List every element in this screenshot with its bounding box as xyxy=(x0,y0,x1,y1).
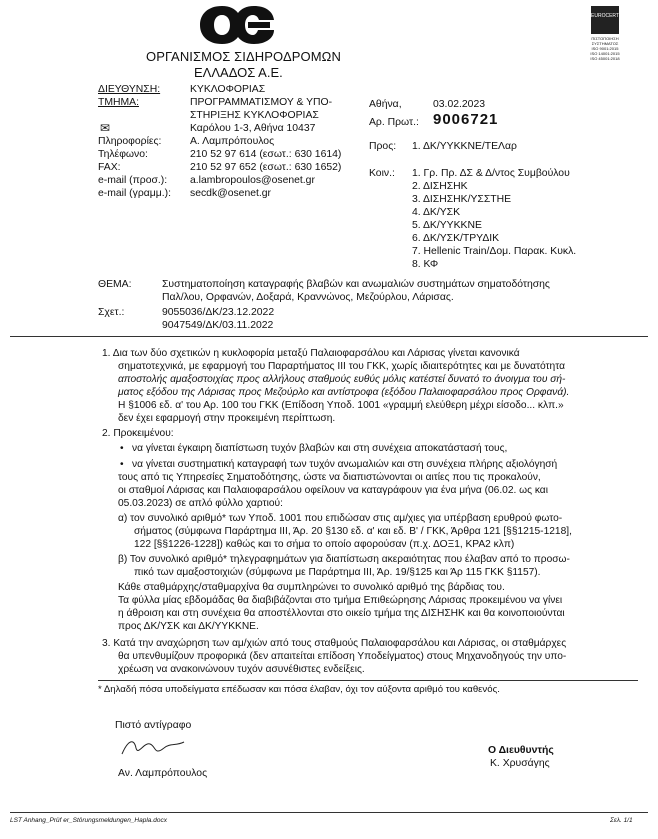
cc-item: 1. Γρ. Πρ. ΔΣ & Δ/ντος Συμβούλου xyxy=(412,168,570,179)
department-value-cont: ΣΤΗΡΙΞΗΣ ΚΥΚΛΟΦΟΡΙΑΣ xyxy=(190,110,319,121)
references-label: Σχετ.: xyxy=(98,307,125,318)
direction-value: ΚΥΚΛΟΦΟΡΙΑΣ xyxy=(190,84,266,95)
cert-line: ISO 45001:2018 xyxy=(590,56,620,61)
reference-item: 9055036/ΔΚ/23.12.2022 xyxy=(162,307,275,318)
certified-copy-label: Πιστό αντίγραφο xyxy=(115,720,192,731)
body-line: Κάθε σταθμάρχης/σταθμαρχίνα θα συμπληρώνει το συνολικό αριθμό της βάρδιας του. xyxy=(118,582,505,593)
body-line: σήματος (σύμφωνα Παράρτημα ΙΙΙ, Άρ. 20 §130 εδ. α' και εδ. Β' / ΓΚΚ, Άρθρα 121 [§§1215-1218], xyxy=(134,526,572,537)
director-name: Κ. Χρυσάγης xyxy=(490,758,550,769)
fax-label: FAX: xyxy=(98,162,121,173)
footnote: * Δηλαδή πόσα υποδείγματα επέδωσαν και πόσα έλαβαν, όχι τον αύξοντα αριθμό του καθενός. xyxy=(98,684,500,695)
email-office-label: e-mail (γραμμ.): xyxy=(98,188,171,199)
body-line: Τα φύλλα μίας εβδομάδας θα διαβιβάζονται στο τμήμα Επιθεώρησης Λάρισας προκειμένου να γίνει xyxy=(118,595,563,606)
body-line: τους από τις Υπηρεσίες Σηματοδότησης, ώστε να διαπιστώνονται οι αιτίες που τις προκαλούν, xyxy=(118,472,541,483)
organization-name-line2: ΕΛΛΑΔΟΣ Α.Ε. xyxy=(194,65,283,80)
eurocert-seal xyxy=(591,6,619,34)
phone-label: Τηλέφωνο: xyxy=(98,149,148,160)
body-line: α) τον συνολικό αριθμό* των Υποδ. 1001 που επιδώσαν στις αμ/χιες για υπέρβαση ερυθρού φωτο- xyxy=(118,513,563,524)
subject-line: Συστηματοποίηση καταγραφής βλαβών και ανωμαλιών συστημάτων σηματοδότησης xyxy=(162,279,550,290)
body-line: β) Τον συνολικό αριθμό* τηλεγραφημάτων για διαπίστωση ακεραιότητας που έλαβαν από το προσω- xyxy=(118,554,570,565)
body-line: να γίνεται έγκαιρη διαπίστωση τυχόν βλαβών και στη συνέχεια αποκατάστασή τους, xyxy=(132,443,508,454)
divider xyxy=(10,336,648,337)
cc-label: Κοιν.: xyxy=(369,168,395,179)
subject-label: ΘΕΜΑ: xyxy=(98,279,132,290)
bullet-icon: • xyxy=(120,459,124,470)
cc-item: 4. ΔΚ/ΥΣΚ xyxy=(412,207,461,218)
department-label: ΤΜΗΜΑ: xyxy=(98,97,139,108)
body-line: θα υπενθυμίζουν προφορικά (δεν απαιτείται επίδοση Υποδείγματος) στους Μηχανοδηγούς την υπο- xyxy=(118,651,567,662)
cc-item: 7. Hellenic Train/Δομ. Παρακ. Κυκλ. xyxy=(412,246,577,257)
date-label: Αθήνα, xyxy=(369,99,402,110)
director-title: Ο Διευθυντής xyxy=(488,745,554,756)
direction-label: ΔΙΕΥΘΥΝΣΗ: xyxy=(98,84,161,95)
cert-line: ΠΙΣΤΟΠΟΙΗΣΗ ΣΥΣΤΗΜΑΤΟΣ xyxy=(591,36,619,46)
protocol-number: 9006721 xyxy=(433,111,499,128)
date-value: 03.02.2023 xyxy=(433,99,486,110)
body-line: 3. Κατά την αναχώρηση των αμ/χιών από τους σταθμούς Παλαιοφαρσάλου και Λάρισας, οι σταθμάρχες xyxy=(102,638,567,649)
info-value: Α. Λαμπρόπουλος xyxy=(190,136,275,147)
bullet-icon: • xyxy=(120,443,124,454)
cert-line: ISO 14001:2015 xyxy=(590,51,620,56)
cert-line: ISO 9001:2015 xyxy=(591,46,619,51)
footnote-divider xyxy=(98,680,638,681)
envelope-icon: ✉ xyxy=(100,121,111,135)
email-personal-value[interactable]: a.lambropoulos@osenet.gr xyxy=(190,175,315,186)
phone-value: 210 52 97 614 (εσωτ.: 630 1614) xyxy=(190,149,342,160)
to-value: 1. ΔΚ/ΥΥΚΚΝΕ/ΤΕΛαρ xyxy=(412,141,517,152)
department-value: ΠΡΟΓΡΑΜΜΑΤΙΣΜΟΥ & ΥΠΟ- xyxy=(190,97,333,108)
body-line: πικό των αμαξοστοιχιών (σύμφωνα με Παράρτημα ΙΙΙ, Άρ. 19/§125 και Άρ 115 ΓΚΚ §1157). xyxy=(134,567,541,578)
subject-line: Παλ/λου, Ορφανών, Δοξαρά, Κραννώνος, Μεζούρλου, Λάρισας. xyxy=(162,292,454,303)
to-label: Προς: xyxy=(369,141,397,152)
footer-divider xyxy=(10,812,648,813)
body-line: οι σταθμοί Λάρισας και Παλαιοφαρσάλου οφείλουν να καταγράφουν για ένα μήνα (06.02. ως και xyxy=(118,485,548,496)
body-line: η άθροιση και στη συνέχεια θα αποστέλλονται στο οικείο τμήμα της ΔΙΣΗΣΗΚ και θα κοινοποιούνται xyxy=(118,608,565,619)
body-line: να γίνεται συστηματική καταγραφή των τυχόν ανωμαλιών και στη συνέχεια πλήρης αξιολόγησή xyxy=(132,459,558,470)
footer-filename: LST Anhang_Prüf er_Störungsmeldungen_Hapla.docx xyxy=(10,817,167,824)
body-line: αποστολής αμαξοστοιχίας προς αλλήλους σταθμούς ευθύς μόλις κατέστεί δυνατό το άνοιγμα του σή- xyxy=(118,374,566,385)
ose-logo xyxy=(198,2,276,48)
cc-item: 6. ΔΚ/ΥΣΚ/ΤΡΥΔΙΚ xyxy=(412,233,500,244)
info-label: Πληροφορίες: xyxy=(98,136,162,147)
fax-value: 210 52 97 652 (εσωτ.: 630 1652) xyxy=(190,162,342,173)
body-line: 2. Προκειμένου: xyxy=(102,428,174,439)
cert-badge-text: EUROCERT xyxy=(591,13,619,19)
protocol-label: Αρ. Πρωτ.: xyxy=(369,117,419,128)
body-line: χρέωση να ανακοινώνουν τυχόν ασυνέθιστες ενδείξεις. xyxy=(118,664,365,675)
email-personal-label: e-mail (προσ.): xyxy=(98,175,168,186)
body-line: Η §1006 εδ. α' του Αρ. 100 του ΓΚΚ (Επίδοση Υποδ. 1001 «γραμμή ελεύθερη μέχρι είσοδο... κλπ.» xyxy=(118,400,564,411)
page-number: Σελ. 1/1 xyxy=(610,817,633,824)
body-line: 05.03.2023) σε απλό φύλλο χαρτιού: xyxy=(118,498,283,509)
reference-item: 9047549/ΔΚ/03.11.2022 xyxy=(162,320,274,331)
signature-mark-left xyxy=(118,734,188,762)
left-signatory: Αν. Λαμπρόπουλος xyxy=(118,768,208,779)
body-line: 122 [§§1226-1228]) καθώς και το σήμα το οποίο αφορούσαν (π.χ. ΔΟΞ1, ΚΡΑ2 κλπ) xyxy=(134,539,515,550)
address: Καρόλου 1-3, Αθήνα 10437 xyxy=(190,123,316,134)
body-line: δεν έχει εφαρμογή στην προκειμένη περίπτωση. xyxy=(118,413,336,424)
organization-name: ΟΡΓΑΝΙΣΜΟΣ ΣΙΔΗΡΟΔΡΟΜΩΝ xyxy=(146,49,341,64)
cc-item: 2. ΔΙΣΗΣΗΚ xyxy=(412,181,468,192)
body-line: σηματοτεχνικά, με εφαρμογή του Παραρτήματος ΙΙΙ του ΓΚΚ, χωρίς ιδιαιτερότητες και με δυνατότητα xyxy=(118,361,565,372)
cc-item: 3. ΔΙΣΗΣΗΚ/ΥΣΣΤΗΕ xyxy=(412,194,512,205)
cc-item: 8. ΚΦ xyxy=(412,259,439,270)
email-office-value[interactable]: secdk@osenet.gr xyxy=(190,188,272,199)
body-line: προς ΔΚ/ΥΣΚ και ΔΚ/ΥΥΚΚΝΕ. xyxy=(118,621,259,632)
body-line: 1. Δια των δύο σχετικών η κυκλοφορία μεταξύ Παλαιοφαρσάλου και Λάρισας γίνεται κανονικά xyxy=(102,348,520,359)
cc-item: 5. ΔΚ/ΥΥΚΚΝΕ xyxy=(412,220,482,231)
body-line: ματος εξόδου της Λάρισας προς Μεζούρλο και αντίστροφα (εξόδου Παλαιοφαρσάλου προς Ορφανά). xyxy=(118,387,570,398)
certification-badge xyxy=(584,6,626,61)
